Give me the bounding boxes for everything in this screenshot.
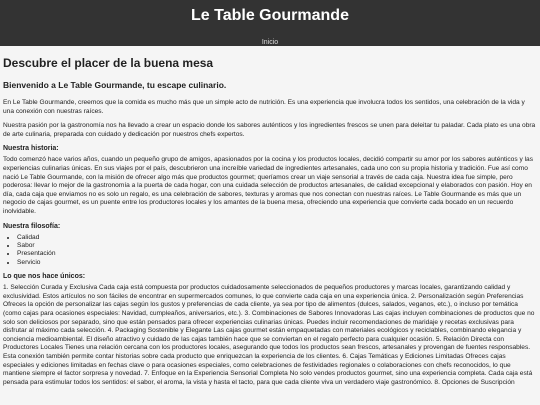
intro-paragraph-1: En Le Table Gourmande, creemos que la comida es mucho más que un simple acto de nutrición. Es una experiencia que involucra todos los sentidos, una celebración de la vida y una conexión con nuestras raíces. bbox=[3, 99, 525, 115]
philosophy-title: Nuestra filosofía: bbox=[3, 222, 61, 230]
list-item: • Sabor bbox=[17, 242, 537, 250]
main-content bbox=[0, 56, 540, 387]
philosophy-list bbox=[3, 234, 537, 268]
intro-paragraph-2: Nuestra pasión por la gastronomía nos ha llevado a crear un espacio donde los sabores auténticos y los ingredientes frescos se unen para deleitar tu paladar. Cada plato es una obra de arte culinaria, preparada con cuidado y dedicación por nuestros chefs expertos. bbox=[3, 122, 536, 138]
page-heading: Descubre el placer de la buena mesa bbox=[3, 56, 214, 70]
main-nav bbox=[0, 31, 540, 49]
history-paragraph: Todo comenzó hace varios años, cuando un pequeño grupo de amigos, apasionados por la cocina y los productos locales, decidió compartir su amor por los sabores auténticos y las experiencias culinarias únicas. En sus viajes por el país, descubrieron una increíble variedad de ingredientes artesanales, cada uno con su propia historia y tradición. Fue así como nació Le Table Gourmande, con la misión de ofrecer algo más que productos gourmet; queríamos crear un viaje sensorial a través de cada caja. Nuestra idea fue simple, pero poderosa: llevar lo mejor de la gastronomía a la puerta de cada hogar, con una cuidada selección de productos artesanales, de calidad excepcional y elaborados con pasión. Hoy en día, cada caja que enviamos no es solo un regalo, es una celebración de sabores, texturas y aromas que nos conectan con nuestras raíces. Le Table Gourmande es más que un negocio de cajas gourmet, es un puente entre los productores locales y los amantes de la buena mesa, ofreciendo una experiencia que convierte cada bocado en un recuerdo inolvidable. bbox=[3, 156, 534, 215]
nav-link-inicio[interactable]: Inicio bbox=[261, 39, 279, 46]
welcome-subheading: Bienvenido a Le Table Gourmande, tu escape culinario. bbox=[3, 80, 227, 90]
site-header bbox=[0, 0, 540, 46]
site-title: Le Table Gourmande bbox=[191, 7, 349, 24]
list-item: • Calidad bbox=[17, 234, 537, 242]
unique-title: Lo que nos hace únicos: bbox=[3, 273, 86, 281]
unique-paragraph: 1. Selección Curada y Exclusiva Cada caja está compuesta por productos cuidadosamente seleccionados de pequeños productores y marcas locales, garantizando calidad y exclusividad. Estos artículos no son fáciles de encontrar en supermercados comunes, lo que convierte cada caja en una experiencia única. 2. Personalización según Preferencias Ofreces la opción de personalizar las cajas según los gustos y preferencias de cada cliente, ya sea por tipo de alimentos (dulces, salados, veganos, etc.), o incluso por temática (como cajas para ocasiones especiales: Navidad, cumpleaños, aniversarios, etc.). 3. Combinaciones de Sabores Innovadoras Las cajas incluyen combinaciones de productos que no solo son deliciosos por separado, sino que están pensados para ofrecer experiencias culinarias únicas. Puedes incluir recomendaciones de maridaje y recetas exclusivas para disfrutar al máximo cada selección. 4. Packaging Sostenible y Elegante Las cajas gourmet están empaquetadas con materiales ecológicos y reciclables, combinando elegancia y conciencia medioambiental. El diseño atractivo y cuidado de las cajas también hace que se conviertan en el regalo perfecto para cualquier ocasión. 5. Relación Directa con Productores Locales Tienes una relación cercana con los productores locales, asegurando que todos los productos sean frescos, artesanales y provengan de fuentes responsables. Esta conexión también permite contar historias sobre cada producto que enriquezcan la experiencia de los clientes. 6. Cajas Temáticas y Ediciones Limitadas Ofreces cajas especiales y ediciones limitadas en fechas clave o para ocasiones especiales, como celebraciones de festividades regionales o colaboraciones con chefs reconocidos, lo que mantiene siempre el factor sorpresa y novedad. 7. Enfoque en la Experiencia Sensorial Completa No solo vendes productos gourmet, sino una experiencia completa. Cada caja está pensada para estimular todos los sentidos: el sabor, el aroma, la vista y hasta el tacto, para que cada cliente viva un verdadero viaje gastronómico. 8. Opciones de Suscripción bbox=[3, 284, 535, 386]
list-item: • Servicio bbox=[17, 259, 537, 267]
list-item: • Presentación bbox=[17, 250, 537, 258]
history-title: Nuestra historia: bbox=[3, 145, 59, 153]
